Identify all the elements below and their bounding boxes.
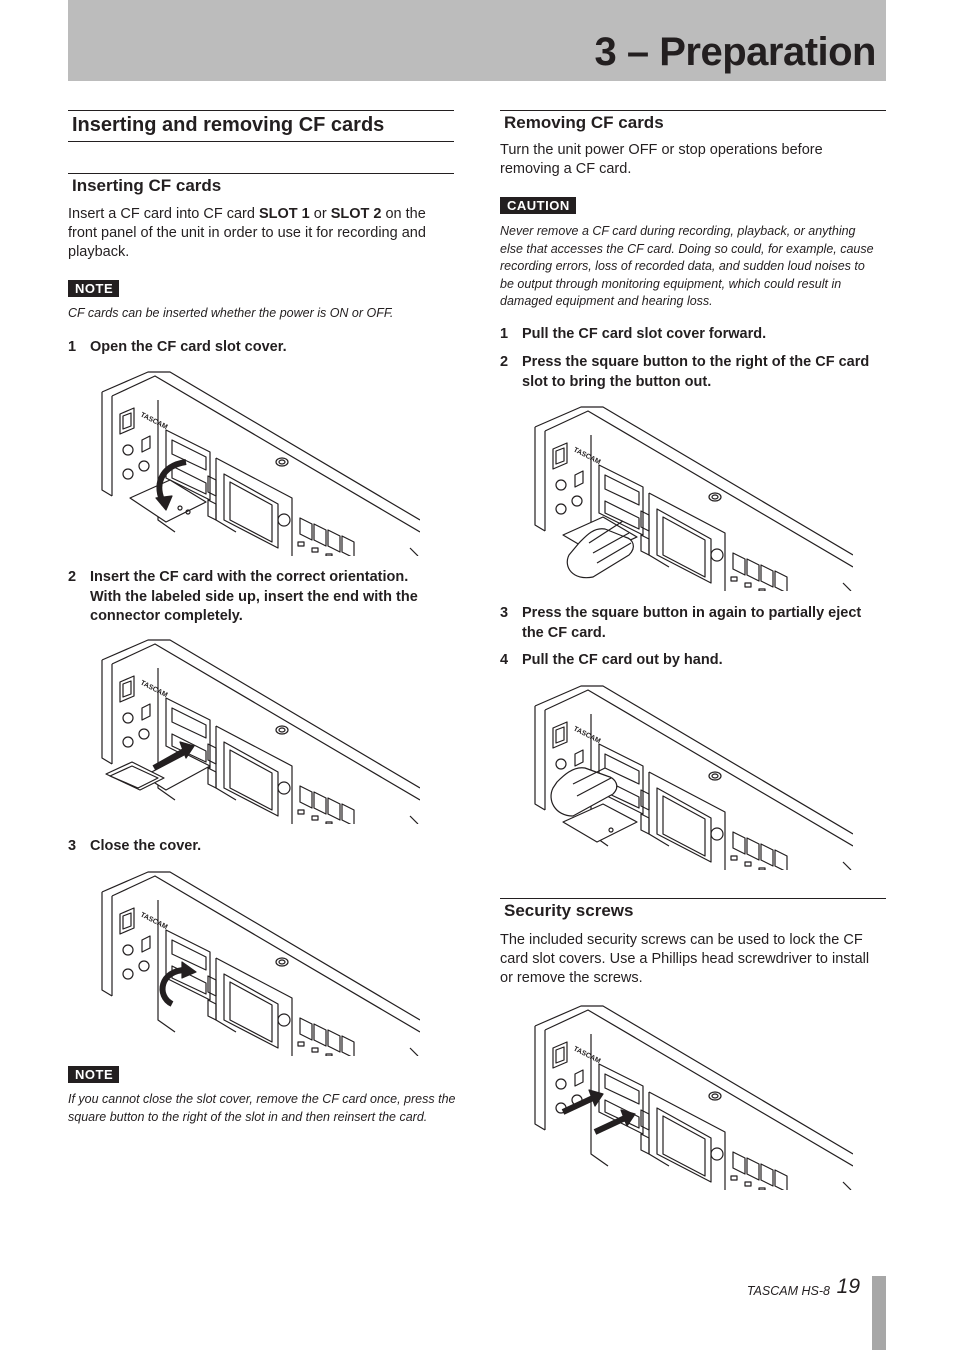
illustration-security-screws	[533, 1004, 853, 1190]
step-text: Pull the CF card out by hand.	[522, 652, 723, 668]
illustration-press-button	[533, 405, 853, 591]
step-number: 3	[68, 838, 77, 854]
recorder-illustration	[100, 870, 420, 1056]
recorder-illustration	[100, 638, 420, 824]
step-number: 4	[500, 652, 509, 668]
step-text: Press the square button to the right of the CF card slot to bring the button out.	[522, 354, 870, 390]
section-heading	[68, 110, 454, 142]
note-badge: NOTE	[68, 1066, 119, 1083]
brand-mark: TASCAM	[139, 411, 169, 432]
brand-mark: TASCAM	[572, 446, 602, 467]
footer-brand: TASCAM HS-8	[746, 1284, 830, 1298]
step-number: 2	[68, 569, 77, 585]
brand-mark: TASCAM	[572, 725, 602, 746]
brand-mark: TASCAM	[572, 1045, 602, 1066]
recorder-illustration	[533, 405, 853, 591]
section-title: Inserting and removing CF cards	[72, 114, 385, 136]
removing-intro: Turn the unit power OFF or stop operations before removing a CF card.	[500, 142, 823, 177]
chapter-title: 3 – Preparation	[594, 30, 876, 74]
step-text: Insert the CF card with the correct orientation. With the labeled side up, insert the end with the connector completely.	[90, 569, 418, 624]
step-text: Open the CF card slot cover.	[90, 339, 287, 355]
step-number: 1	[500, 326, 509, 342]
removing-title: Removing CF cards	[504, 113, 664, 132]
page-number: 19	[836, 1275, 860, 1298]
slot2-label: SLOT 2	[330, 206, 382, 222]
security-text: The included security screws can be used to lock the CF card slot covers. Use a Phillips head screwdriver to install or remove the screws.	[500, 932, 870, 986]
step-number: 3	[500, 605, 509, 621]
chapter-header-band	[68, 0, 886, 81]
step-text: Press the square button in again to partially eject the CF card.	[522, 605, 862, 641]
step-text: Pull the CF card slot cover forward.	[522, 326, 767, 342]
brand-mark: TASCAM	[139, 911, 169, 932]
removing-heading	[500, 110, 886, 132]
step-number: 2	[500, 354, 509, 370]
note-text: If you cannot close the slot cover, remove the CF card once, press the square button to the right of the slot in and then reinsert the card.	[68, 1092, 456, 1124]
security-heading	[500, 898, 886, 920]
inserting-title: Inserting CF cards	[72, 176, 222, 195]
slot1-label: SLOT 1	[258, 206, 310, 222]
illustration-open-cover	[100, 370, 420, 556]
recorder-illustration	[100, 370, 420, 556]
page-tab-bar	[872, 1276, 886, 1350]
brand-mark: TASCAM	[139, 679, 169, 700]
caution-badge: CAUTION	[500, 197, 576, 214]
caution-text: Never remove a CF card during recording, playback, or anything else that accesses the CF card. Doing so could, for example, cause recording errors, loss of recorded data, and sudden loud noises to be output through monitoring equipment, which could result in damaged equipment and hearing loss.	[500, 224, 874, 308]
note-badge: NOTE	[68, 280, 119, 297]
illustration-close-cover	[100, 870, 420, 1056]
illustration-insert-card	[100, 638, 420, 824]
illustration-pull-card	[533, 684, 853, 870]
recorder-illustration	[533, 1004, 853, 1190]
inserting-intro: Insert a CF card into CF card SLOT 1 or SLOT 2 on the front panel of the unit in order to use it for recording and playback.	[68, 206, 426, 260]
step-number: 1	[68, 339, 77, 355]
security-title: Security screws	[504, 901, 634, 920]
step-text: Close the cover.	[90, 838, 202, 854]
inserting-heading	[68, 173, 454, 195]
note-text: CF cards can be inserted whether the power is ON or OFF.	[68, 306, 394, 320]
recorder-illustration	[533, 684, 853, 870]
